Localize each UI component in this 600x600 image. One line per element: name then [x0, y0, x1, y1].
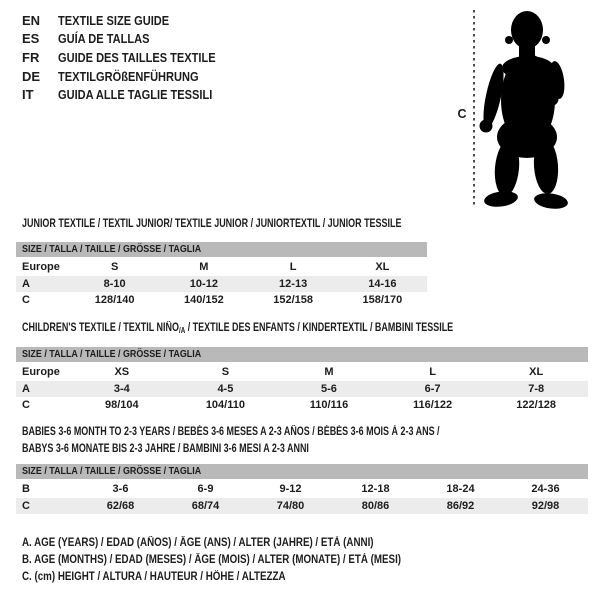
age-cell: 18-24 [446, 483, 475, 495]
height-measure-label: C [457, 107, 467, 121]
lang-code-es: ES [22, 31, 40, 47]
height-cell: 128/140 [94, 294, 135, 306]
babies-table-header: SIZE / TALLA / TAILLE / GRÖSSE / TAGLIA [16, 464, 588, 479]
lang-label-fr: GUIDE DES TAILLES TEXTILE [58, 49, 216, 65]
table-row [16, 259, 427, 276]
height-cell: 98/104 [104, 399, 139, 411]
size-cell: XL [529, 366, 544, 378]
footnote-c: C. (cm) HEIGHT / ALTURA / HAUTEUR / HÖHE / ALTEZZA [22, 571, 286, 583]
children-section-title: CHILDREN'S TEXTILE / TEXTIL NIÑO/A / TEXTILE DES ENFANTS / KINDERTEXTIL / BAMBINI TESSILE [22, 322, 454, 335]
title-subscript: /A [178, 326, 186, 335]
lang-row-de [22, 67, 243, 86]
height-cell: 74/80 [276, 499, 305, 512]
age-cell: 14-16 [368, 277, 397, 290]
row-label: C [22, 499, 30, 512]
height-cell: 104/110 [205, 399, 245, 411]
height-cell: 116/122 [413, 399, 453, 411]
lang-label-it: GUIDA ALLE TAGLIE TESSILI [58, 87, 213, 103]
lang-row-it [22, 85, 243, 104]
age-cell: 9-12 [279, 483, 302, 495]
row-label: C [22, 294, 30, 306]
table-row [16, 481, 588, 498]
children-size-table [16, 347, 588, 414]
lang-code-de: DE [22, 68, 41, 84]
size-cell: L [289, 261, 297, 273]
lang-label-en: TEXTILE SIZE GUIDE [58, 12, 170, 28]
height-cell: 92/98 [531, 499, 560, 512]
junior-table-header: SIZE / TALLA / TAILLE / GRÖSSE / TAGLIA [16, 242, 427, 257]
lang-code-it: IT [22, 87, 34, 103]
lang-label-de: TEXTILGRÖßENFÜHRUNG [58, 68, 199, 84]
size-cell: S [221, 366, 230, 378]
size-cell: XS [114, 366, 130, 378]
footnote-b: B. AGE (MONTHS) / EDAD (MESES) / ÂGE (MOIS) / ALTER (MONATE) / ETÀ (MESI) [22, 554, 402, 566]
table-row [16, 381, 588, 398]
row-label: Europe [22, 366, 60, 378]
height-cell: 110/116 [309, 399, 349, 411]
age-cell: 6-9 [197, 483, 214, 495]
height-cell: 68/74 [191, 499, 220, 512]
table-row [16, 276, 427, 293]
height-cell: 140/152 [183, 294, 224, 306]
size-cell: L [429, 366, 436, 378]
height-cell: 152/158 [273, 294, 313, 306]
table-row [16, 364, 588, 381]
age-cell: 12-18 [361, 483, 390, 495]
lang-row-fr [22, 48, 243, 67]
row-label: B [22, 483, 30, 495]
row-label: A [22, 382, 30, 395]
height-cell: 62/68 [106, 499, 135, 512]
age-cell: 5-6 [321, 382, 337, 395]
lang-row-en [22, 11, 243, 30]
age-cell: 3-6 [112, 483, 129, 495]
age-cell: 7-8 [528, 382, 545, 395]
lang-row-es [22, 30, 243, 49]
size-cell: M [199, 261, 209, 273]
junior-size-table [16, 242, 427, 309]
height-cell: 122/128 [516, 399, 557, 411]
children-table-header: SIZE / TALLA / TAILLE / GRÖSSE / TAGLIA [16, 347, 588, 362]
table-row [16, 498, 588, 515]
babies-size-table [16, 464, 588, 514]
age-cell: 10-12 [189, 277, 218, 290]
height-cell: 80/86 [361, 499, 390, 512]
age-cell: 3-4 [113, 382, 130, 395]
height-cell: 86/92 [446, 499, 475, 512]
age-cell: 24-36 [531, 483, 560, 495]
lang-label-es: GUÍA DE TALLAS [58, 31, 150, 47]
size-cell: M [324, 366, 334, 378]
row-label: A [22, 277, 30, 290]
size-cell: S [110, 261, 119, 273]
row-label: Europe [22, 261, 60, 273]
footnote-a: A. AGE (YEARS) / EDAD (AÑOS) / ÂGE (ANS) / ALTER (JAHRE) / ETÀ (ANNI) [22, 537, 374, 549]
height-cell: 158/170 [362, 294, 403, 306]
lang-code-fr: FR [22, 49, 40, 65]
age-cell: 12-13 [279, 277, 308, 290]
lang-code-en: EN [22, 12, 41, 28]
age-cell: 4-5 [217, 382, 234, 395]
babies-section-title: BABIES 3-6 MONTH TO 2-3 YEARS / BEBÉS 3-6 MESES A 2-3 AÑOS / BÉBÉS 3-6 MOIS À 2-3 ANS / BABYS 3-6 MONATE BIS 2-3 JAHRE / BAMBINI 3-6 MESI A 2-3 ANNI [22, 426, 440, 455]
footnotes [22, 535, 468, 586]
language-header [22, 11, 243, 104]
age-cell: 8-10 [103, 277, 126, 290]
size-cell: XL [375, 261, 390, 273]
row-label: C [22, 399, 30, 411]
table-row [16, 397, 588, 414]
junior-section-title: JUNIOR TEXTILE / TEXTIL JUNIOR/ TEXTILE JUNIOR / JUNIORTEXTIL / JUNIOR TESSILE [22, 218, 402, 230]
table-row [16, 292, 427, 309]
age-cell: 6-7 [424, 382, 441, 395]
